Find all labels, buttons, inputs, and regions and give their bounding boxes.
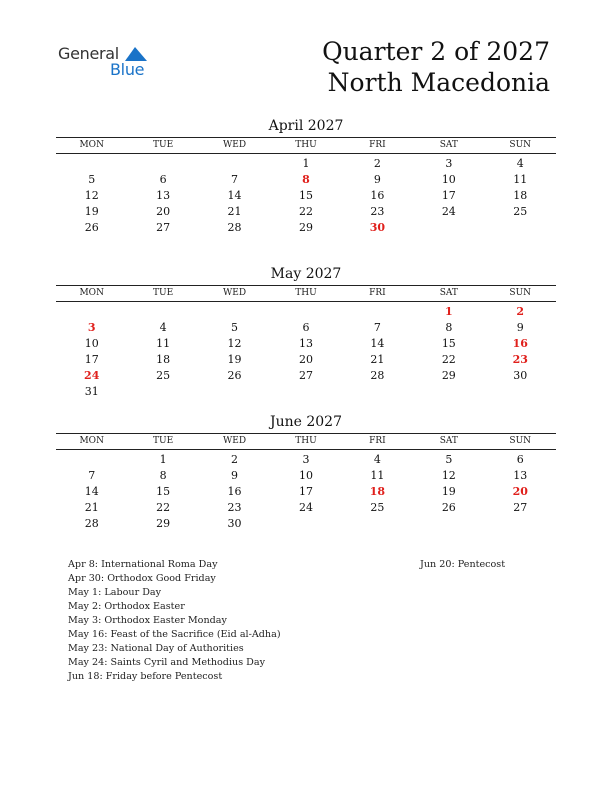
holiday-item: May 24: Saints Cyril and Methodius Day (68, 657, 265, 668)
calendar-date (199, 384, 270, 400)
calendar-date: 2 (231, 453, 239, 466)
calendar-date: 16 (227, 485, 242, 498)
month-title: May 2027 (270, 266, 342, 282)
weekday-header: WED (223, 288, 247, 298)
holiday-item: May 23: National Day of Authorities (68, 643, 244, 654)
calendar-date (413, 516, 484, 532)
calendar-date: 13 (298, 337, 313, 350)
page-title-country: North Macedonia (327, 68, 550, 97)
week-row (56, 320, 556, 336)
calendar-date: 30 (227, 517, 242, 530)
weekday-header: SUN (509, 436, 532, 446)
calendar-date: 26 (441, 501, 456, 514)
calendar-date: 14 (227, 189, 242, 202)
calendar-date: 18 (156, 353, 171, 366)
calendar-date (270, 516, 341, 532)
calendar-date: 13 (156, 189, 171, 202)
calendar-date: 27 (513, 501, 528, 514)
weekday-header: SUN (509, 288, 532, 298)
weekday-header-row (56, 137, 556, 154)
page-title-quarter: Quarter 2 of 2027 (322, 37, 550, 66)
calendar-date (485, 220, 556, 236)
calendar-date: 26 (84, 221, 99, 234)
calendar-date (485, 516, 556, 532)
calendar-date: 25 (370, 501, 385, 514)
calendar-date (127, 156, 198, 172)
calendar-date: 29 (298, 221, 313, 234)
calendar-date: 11 (513, 173, 528, 186)
calendar-date: 14 (84, 485, 99, 498)
calendar-date: 21 (84, 501, 99, 514)
week-row (56, 204, 556, 220)
logo-triangle-icon (125, 47, 147, 61)
holiday-list-secondary (420, 558, 505, 572)
calendar-date: 25 (156, 369, 171, 382)
calendar-date: 7 (231, 173, 239, 186)
calendar-date: 19 (441, 485, 456, 498)
holiday-item: May 3: Orthodox Easter Monday (68, 615, 227, 626)
calendar-date: 2 (373, 157, 381, 170)
month-calendar (56, 117, 556, 236)
weekday-header: MON (79, 436, 104, 446)
calendar-date: 12 (441, 469, 456, 482)
holiday-date: 16 (512, 337, 528, 350)
weekday-header: TUE (153, 436, 174, 446)
calendar-date: 12 (84, 189, 99, 202)
month-calendar (56, 265, 556, 400)
calendar-date: 18 (513, 189, 528, 202)
week-row (56, 500, 556, 516)
weekday-header: WED (223, 436, 247, 446)
calendar-date: 7 (88, 469, 96, 482)
calendar-date: 8 (159, 469, 167, 482)
calendar-date (413, 220, 484, 236)
calendar-date: 29 (156, 517, 171, 530)
calendar-date: 30 (513, 369, 528, 382)
weekday-header: TUE (153, 288, 174, 298)
calendar-date: 23 (370, 205, 385, 218)
calendar-date: 11 (156, 337, 171, 350)
calendar-date: 6 (516, 453, 524, 466)
weekday-header: WED (223, 140, 247, 150)
calendar-date: 26 (227, 369, 242, 382)
holiday-item: Apr 30: Orthodox Good Friday (68, 573, 216, 584)
month-title: June 2027 (269, 414, 342, 430)
week-row (56, 172, 556, 188)
week-row (56, 156, 556, 172)
holiday-item: May 1: Labour Day (68, 587, 162, 598)
calendar-date (56, 304, 127, 320)
calendar-date: 25 (513, 205, 528, 218)
calendar-date (127, 304, 198, 320)
holiday-list (68, 558, 281, 684)
calendar-date: 9 (516, 321, 524, 334)
calendar-date: 22 (156, 501, 171, 514)
weekday-header: SAT (439, 436, 458, 446)
calendar-date: 31 (84, 385, 99, 398)
holiday-date: 30 (369, 221, 386, 234)
week-row (56, 304, 556, 320)
weekday-header: SUN (509, 140, 532, 150)
calendar-date: 16 (370, 189, 385, 202)
calendar-date: 5 (88, 173, 96, 186)
calendar-date: 24 (441, 205, 456, 218)
calendar-date: 20 (298, 353, 313, 366)
calendar-date: 23 (227, 501, 242, 514)
calendar-date: 10 (84, 337, 99, 350)
calendar-date: 4 (516, 157, 524, 170)
calendar-date (342, 384, 413, 400)
week-row (56, 352, 556, 368)
calendar-date: 5 (445, 453, 453, 466)
calendar-date: 15 (441, 337, 456, 350)
holiday-date: 3 (87, 321, 96, 334)
calendar-date: 7 (373, 321, 381, 334)
week-row (56, 220, 556, 236)
calendar-date (413, 384, 484, 400)
logo-word-general: General (58, 44, 119, 63)
calendar-date: 21 (370, 353, 385, 366)
calendar-date: 28 (84, 517, 99, 530)
calendar-date: 6 (159, 173, 167, 186)
holiday-date: 23 (512, 353, 528, 366)
holiday-item: Jun 18: Friday before Pentecost (68, 671, 223, 682)
calendar-date: 27 (298, 369, 313, 382)
week-row (56, 484, 556, 500)
calendar-date: 1 (159, 453, 167, 466)
calendar-date: 28 (370, 369, 385, 382)
calendar-date: 19 (84, 205, 99, 218)
holiday-date: 1 (444, 305, 453, 318)
holiday-date: 8 (302, 173, 310, 186)
weekday-header: MON (79, 288, 104, 298)
calendar-date: 29 (441, 369, 456, 382)
calendar-date: 15 (156, 485, 171, 498)
calendar-date (199, 304, 270, 320)
calendar-date (56, 156, 127, 172)
calendar-date: 8 (445, 321, 453, 334)
logo-word-blue: Blue (110, 60, 145, 79)
holiday-item: May 16: Feast of the Sacrifice (Eid al-Adha) (68, 629, 281, 640)
calendar-date: 28 (227, 221, 242, 234)
week-row (56, 384, 556, 400)
calendar-date: 9 (231, 469, 239, 482)
calendar-date (342, 304, 413, 320)
calendar-date: 17 (441, 189, 456, 202)
weekday-header: SAT (439, 140, 458, 150)
calendar-date: 1 (302, 157, 310, 170)
holiday-date: 18 (369, 485, 386, 498)
calendar-date (485, 384, 556, 400)
holiday-date: 24 (84, 369, 100, 382)
week-row (56, 468, 556, 484)
weekday-header: MON (79, 140, 104, 150)
calendar-date: 22 (441, 353, 456, 366)
holiday-item: May 2: Orthodox Easter (68, 601, 185, 612)
weekday-header-row (56, 433, 556, 450)
calendar-date: 22 (298, 205, 313, 218)
calendar-date: 10 (441, 173, 456, 186)
calendar-date (270, 304, 341, 320)
calendar-date: 6 (302, 321, 310, 334)
calendar-date: 27 (156, 221, 171, 234)
calendar-date: 21 (227, 205, 242, 218)
week-row (56, 516, 556, 532)
weekday-header: THU (295, 436, 317, 446)
calendar-date: 20 (156, 205, 171, 218)
week-row (56, 452, 556, 468)
weekday-header: THU (295, 288, 317, 298)
month-calendar (56, 413, 556, 532)
holiday-date: 2 (516, 305, 525, 318)
calendar-date: 15 (298, 189, 313, 202)
calendar-date (56, 452, 127, 468)
calendar-date: 4 (373, 453, 381, 466)
calendar-date: 17 (84, 353, 99, 366)
month-title: April 2027 (268, 118, 344, 134)
weekday-header: FRI (369, 436, 386, 446)
calendar-date: 13 (513, 469, 528, 482)
calendar-date: 4 (159, 321, 167, 334)
week-row (56, 336, 556, 352)
calendar-date: 3 (302, 453, 310, 466)
week-row (56, 188, 556, 204)
calendar-date (270, 384, 341, 400)
calendar-date (199, 156, 270, 172)
calendar-date (342, 516, 413, 532)
generalblue-logo (58, 44, 158, 84)
weekday-header: TUE (153, 140, 174, 150)
weekday-header-row (56, 285, 556, 302)
calendar-date: 3 (445, 157, 453, 170)
weekday-header: SAT (439, 288, 458, 298)
calendar-date: 19 (227, 353, 242, 366)
calendar-date: 5 (231, 321, 239, 334)
holiday-date: 20 (512, 485, 528, 498)
calendar-date: 10 (298, 469, 313, 482)
calendar-date: 14 (370, 337, 385, 350)
weekday-header: FRI (369, 288, 386, 298)
week-row (56, 368, 556, 384)
weekday-header: THU (295, 140, 317, 150)
calendar-date: 17 (298, 485, 313, 498)
calendar-date: 24 (298, 501, 313, 514)
calendar-date: 9 (373, 173, 381, 186)
weekday-header: FRI (369, 140, 386, 150)
calendar-date: 11 (370, 469, 385, 482)
holiday-item: Jun 20: Pentecost (420, 559, 506, 570)
holiday-item: Apr 8: International Roma Day (68, 559, 218, 570)
calendar-date: 12 (227, 337, 242, 350)
calendar-date (127, 384, 198, 400)
